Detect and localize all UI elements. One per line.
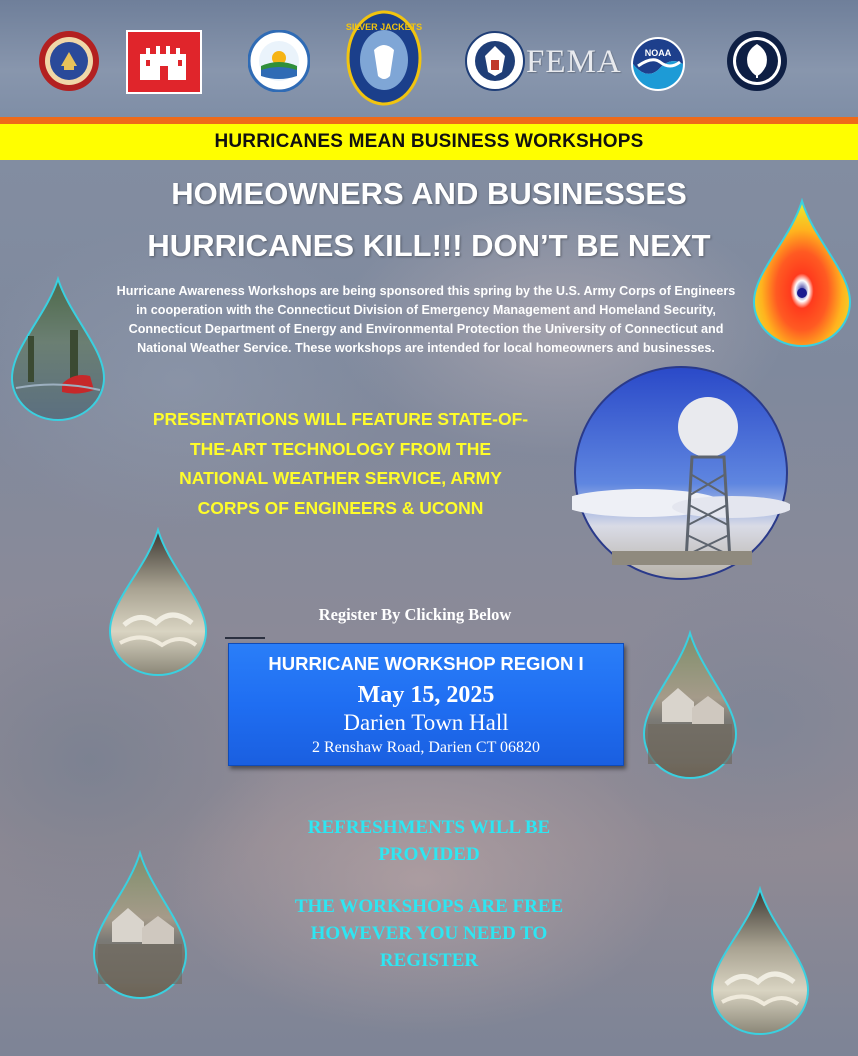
workshop-venue: Darien Town Hall [343, 710, 509, 735]
presentations-callout: PRESENTATIONS WILL FEATURE STATE-OF- THE-ART TECHNOLOGY FROM THE NATIONAL WEATHER SERVICE, ARMY CORPS OF ENGINEERS & UCONN [152, 409, 529, 518]
workshop-date: May 15, 2025 [357, 682, 495, 708]
headline-line-2: HURRICANES KILL!!! DON’T BE NEXT [147, 228, 711, 263]
noaa-logo [630, 36, 686, 92]
state-of-connecticut-seal [38, 30, 100, 92]
banner-title: HURRICANES MEAN BUSINESS WORKSHOPS [214, 131, 644, 152]
sponsor-logo-band [0, 0, 858, 117]
weather-radar-tower-photo [572, 365, 790, 581]
silver-jackets-wordmark: SILVER JACKETS [346, 22, 422, 32]
refreshments-note: REFRESHMENTS WILL BE PROVIDED [307, 817, 551, 865]
flooded-houses-drop [640, 630, 740, 780]
flooded-car-drop [8, 276, 108, 424]
register-instruction: Register By Clicking Below [318, 605, 512, 624]
noaa-wordmark: NOAA [644, 48, 672, 58]
divider [225, 637, 265, 639]
us-army-corps-of-engineers-castle [126, 30, 202, 94]
storm-surge-drop [106, 527, 210, 677]
headline-line-1: HOMEOWNERS AND BUSINESSES [171, 176, 687, 211]
workshop-series-banner [0, 124, 858, 160]
fema-wordmark: FEMA [526, 44, 622, 80]
register-workshop-button[interactable] [228, 643, 624, 766]
dept-of-homeland-security-seal [464, 30, 526, 92]
workshop-region: HURRICANE WORKSHOP REGION I [268, 653, 584, 674]
hurricane-radar-drop [750, 198, 854, 348]
free-registration-note: THE WORKSHOPS ARE FREE HOWEVER YOU NEED TO REGISTER [294, 896, 564, 971]
connecticut-energy-environment [248, 30, 310, 92]
silver-jackets-logo [346, 10, 422, 106]
intro-paragraph: Hurricane Awareness Workshops are being sponsored this spring by the U.S. Army Corps of Engineers in cooperation with the Connecticut Division of Emergency Management and Homeland Security, Connecticut Department of Energy and Environmental Protection the University of Connecticut and National Weather Service. These workshops are intended for local homeowners and businesses. [116, 284, 736, 355]
orange-accent-line [0, 117, 858, 124]
university-of-connecticut-seal [726, 30, 788, 92]
workshop-address: 2 Renshaw Road, Darien CT 06820 [311, 739, 541, 756]
